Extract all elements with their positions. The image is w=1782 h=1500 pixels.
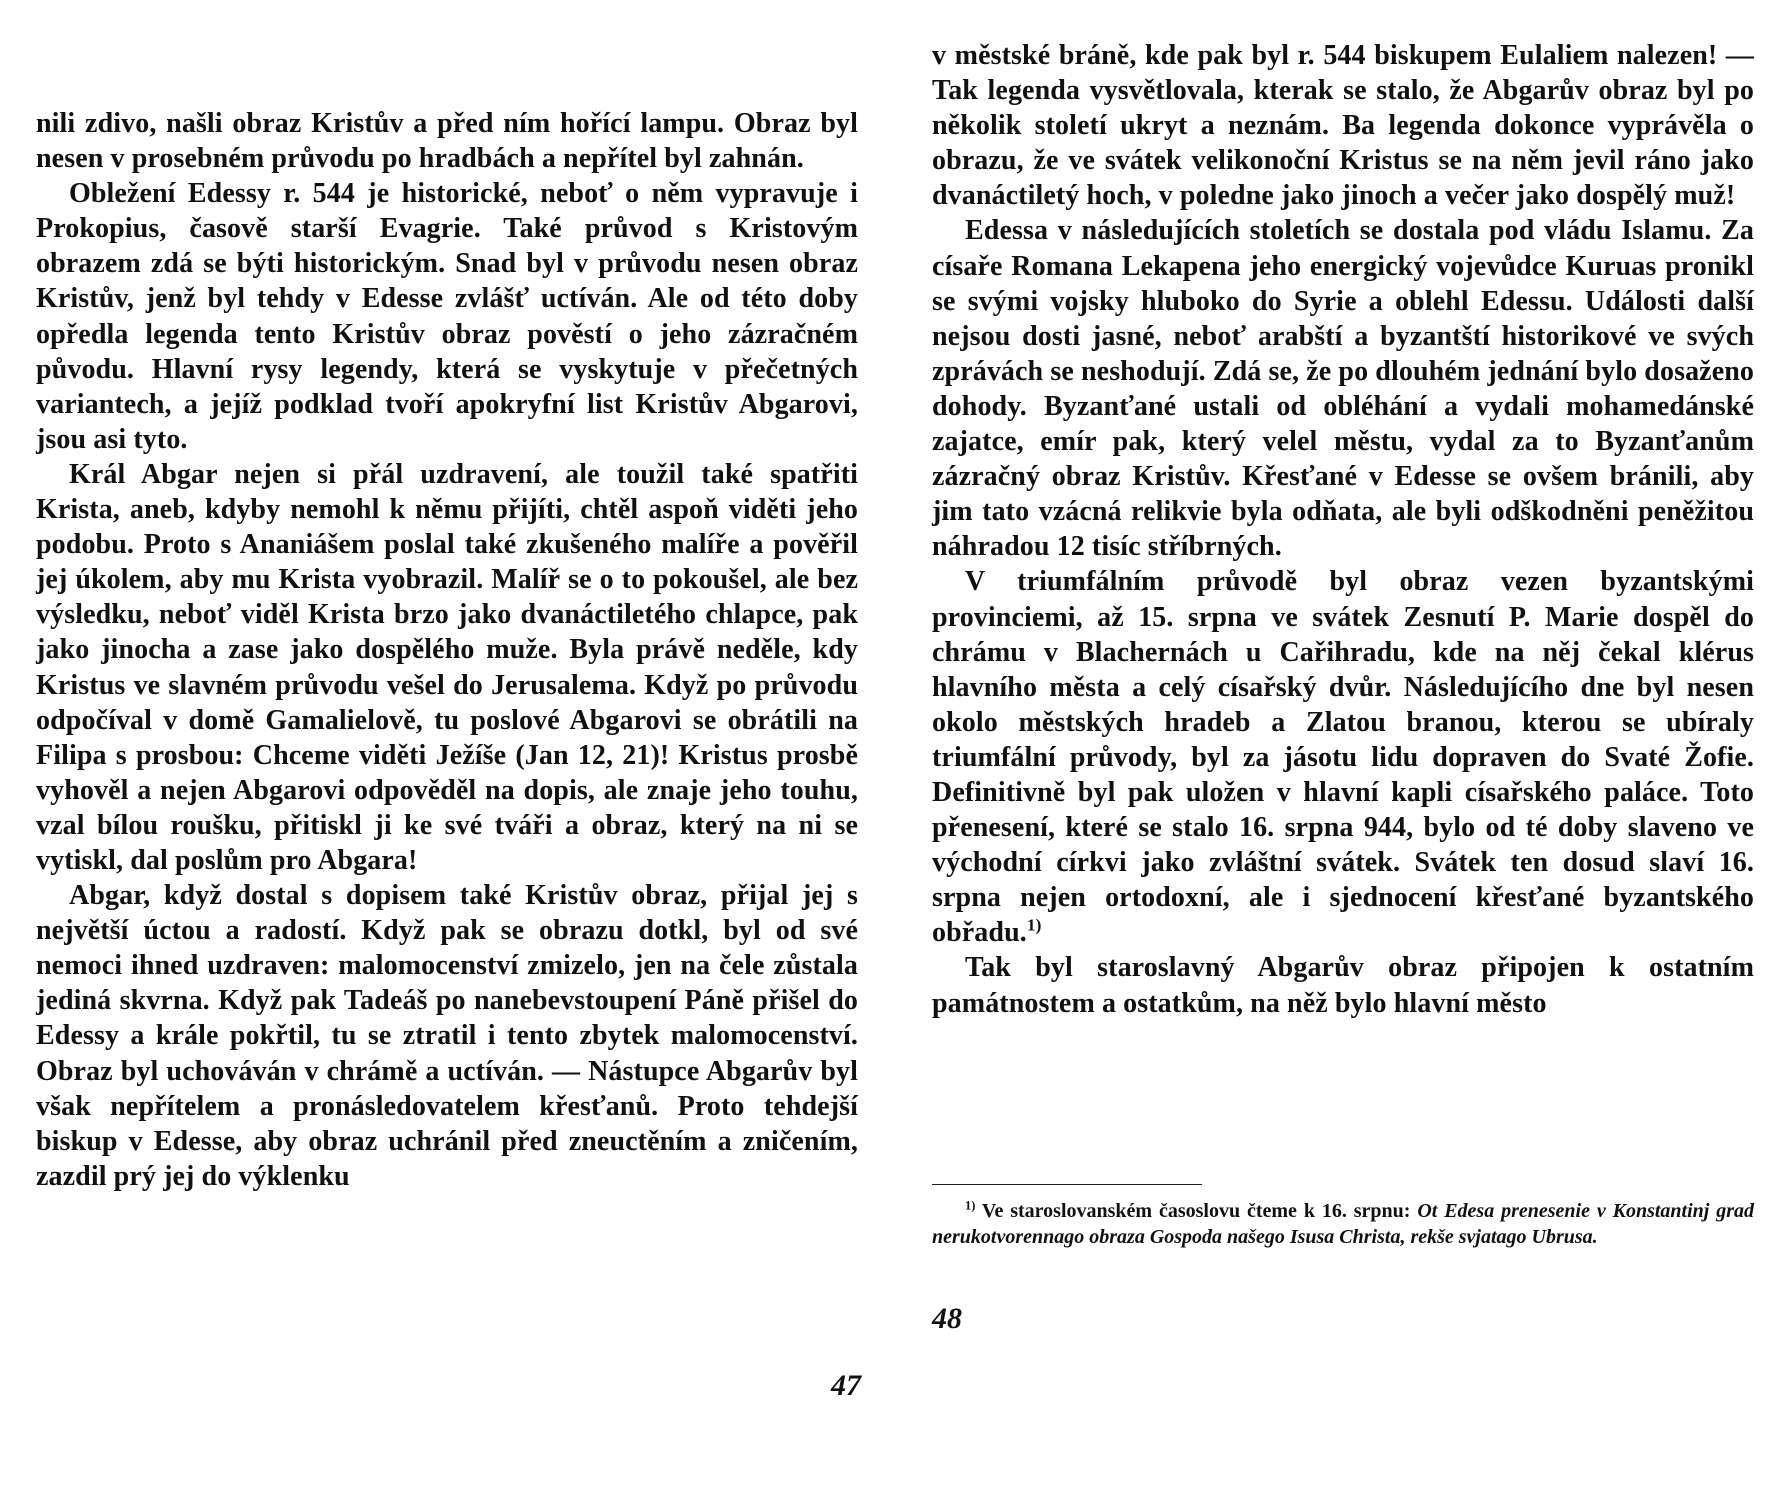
left-paragraph-4: Abgar, když dostal s dopisem také Kristův obraz, přijal jej s největší úctou a radostí. Když pak se obrazu dotkl, byl od své nemoci ihned uzdraven: malomocenství zmizelo, jen na čele zůstala jediná skvrna. Když pak Tadeáš po nanebevstoupení Páně přišel do Edessy a krále pokřtil, tu se ztratil i tento zbytek malomocenství. Obraz byl uchováván v chrámě a uctíván. — Nástupce Abgarův byl však nepřítelem a pronásledovatelem křesťanů. Proto tehdejší biskup v Edesse, aby obraz uchránil před zneuctěním a zničením, zazdil prý jej do výklenku (36, 880, 858, 1192)
footnote-rule (932, 1184, 1202, 1185)
right-paragraph-1: v městské bráně, kde pak byl r. 544 biskupem Eulaliem nalezen! — Tak legenda vysvětlovala, kterak se stalo, že Abgarův obraz byl po několik století ukryt a neznám. Ba legenda dokonce vyprávěla o obrazu, že ve svátek velikonoční Kristus se na něm jevil ráno jako dvanáctiletý hoch, v poledne jako jinoch a večer jako dospělý muž! (932, 40, 1754, 212)
page-number-right: 48 (932, 1302, 962, 1335)
right-paragraph-2: Edessa v následujících stoletích se dostala pod vládu Islamu. Za císaře Romana Lekapena jeho energický vojevůdce Kuruas pronikl se svými vojsky hluboko do Syrie a oblehl Edessu. Události další nejsou dosti jasné, neboť arabští a byzantští historikové ve svých zprávách se neshodují. Zdá se, že po dlouhém jednání bylo dosaženo dohody. Byzanťané ustali od obléhání a vydali mohamedánské zajatce, emír pak, který velel městu, vydal za to Byzanťanům zázračný obraz Kristův. Křesťané v Edesse se ovšem bránili, aby jim tato vzácná relikvie byla odňata, ale byli odškodněni peněžitou náhradou 12 tisíc stříbrných. (932, 215, 1754, 563)
footnote-text: Ve staroslovanském časoslovu čteme k 16. srpnu: (975, 1200, 1418, 1222)
left-paragraph-3: Král Abgar nejen si přál uzdravení, ale toužil také spatřiti Krista, aneb, kdyby nemohl k němu přijíti, chtěl aspoň viděti jeho podobu. Proto s Ananiášem poslal také zkušeného malíře a pověřil jej úkolem, aby mu Krista vyobrazil. Malíř se o to pokoušel, ale bez výsledku, neboť viděl Krista brzo jako dvanáctiletého chlapce, pak jako jinocha a zase jako dospělého muže. Byla právě neděle, kdy Kristus ve slavném průvodu vešel do Jerusalema. Když po průvodu odpočíval v domě Gamalielově, tu poslové Abgarovi se obrátili na Filipa s prosbou: Chceme viděti Ježíše (Jan 12, 21)! Kristus prosbě vyhověl a nejen Abgarovi odpověděl na dopis, ale znaje jeho touhu, vzal bílou roušku, přitiskl ji ke své tváři a obraz, který na ni se vytiskl, dal poslům pro Abgara! (36, 458, 858, 876)
left-paragraph-2: Obležení Edessy r. 544 je historické, neboť o něm vypravuje i Prokopius, časově starší Evagrie. Také průvod s Kristovým obrazem zdá se býti historickým. Snad byl v průvodu nesen obraz Kristův, jenž byl tehdy v Edesse zvlášť uctíván. Ale od této doby opředla legenda tento Kristův obraz pověstí o jeho zázračném původu. Hlavní rysy legendy, která se vyskytuje v přečetných variantech, a jejíž podklad tvoří apokryfní list Kristův Abgarovi, jsou asi tyto. (36, 178, 858, 455)
right-page-text (932, 38, 1754, 1021)
footnote-reference[interactable]: 1) (1026, 916, 1042, 936)
right-paragraph-3-text: V triumfálním průvodě byl obraz vezen byzantskými provinciemi, až 15. srpna ve svátek Zesnutí P. Marie dospěl do chrámu v Blachernách u Cařihradu, kde na něj čekal klérus hlavního města a celý císařský dvůr. Následujícího dne byl nesen okolo městských hradeb a Zlatou branou, kterou se ubíraly triumfální průvody, byl za jásotu lidu dopraven do Svaté Žofie. Definitivně byl pak uložen v hlavní kapli císařského paláce. Toto přenesení, které se stalo 16. srpna 944, bylo od té doby slaveno ve východní církvi jako zvláštní svátek. Svátek ten dosud slaví 16. srpna nejen ortodoxní, ale i sjednocení křesťané byzantského obřadu. (932, 566, 1754, 949)
right-paragraph-3 (932, 564, 1754, 950)
footnote (932, 1198, 1754, 1250)
footnote-italic-text: Ot Edesa prenesenie v Konstantinj grad nerukotvorennago obraza Gospoda našego Isusa Christa, rekše svjatago Ubrusa. (932, 1200, 1755, 1248)
left-paragraph-1: nili zdivo, našli obraz Kristův a před ním hořící lampu. Obraz byl nesen v prosebném průvodu po hradbách a nepřítel byl zahnán. (36, 108, 858, 175)
left-page-text (36, 106, 858, 1194)
right-paragraph-4: Tak byl staroslavný Abgarův obraz připojen k ostatním památnostem a ostatkům, na něž bylo hlavní město (932, 952, 1754, 1019)
page-number-left: 47 (831, 1369, 861, 1402)
footnote-marker: 1) (965, 1198, 976, 1213)
